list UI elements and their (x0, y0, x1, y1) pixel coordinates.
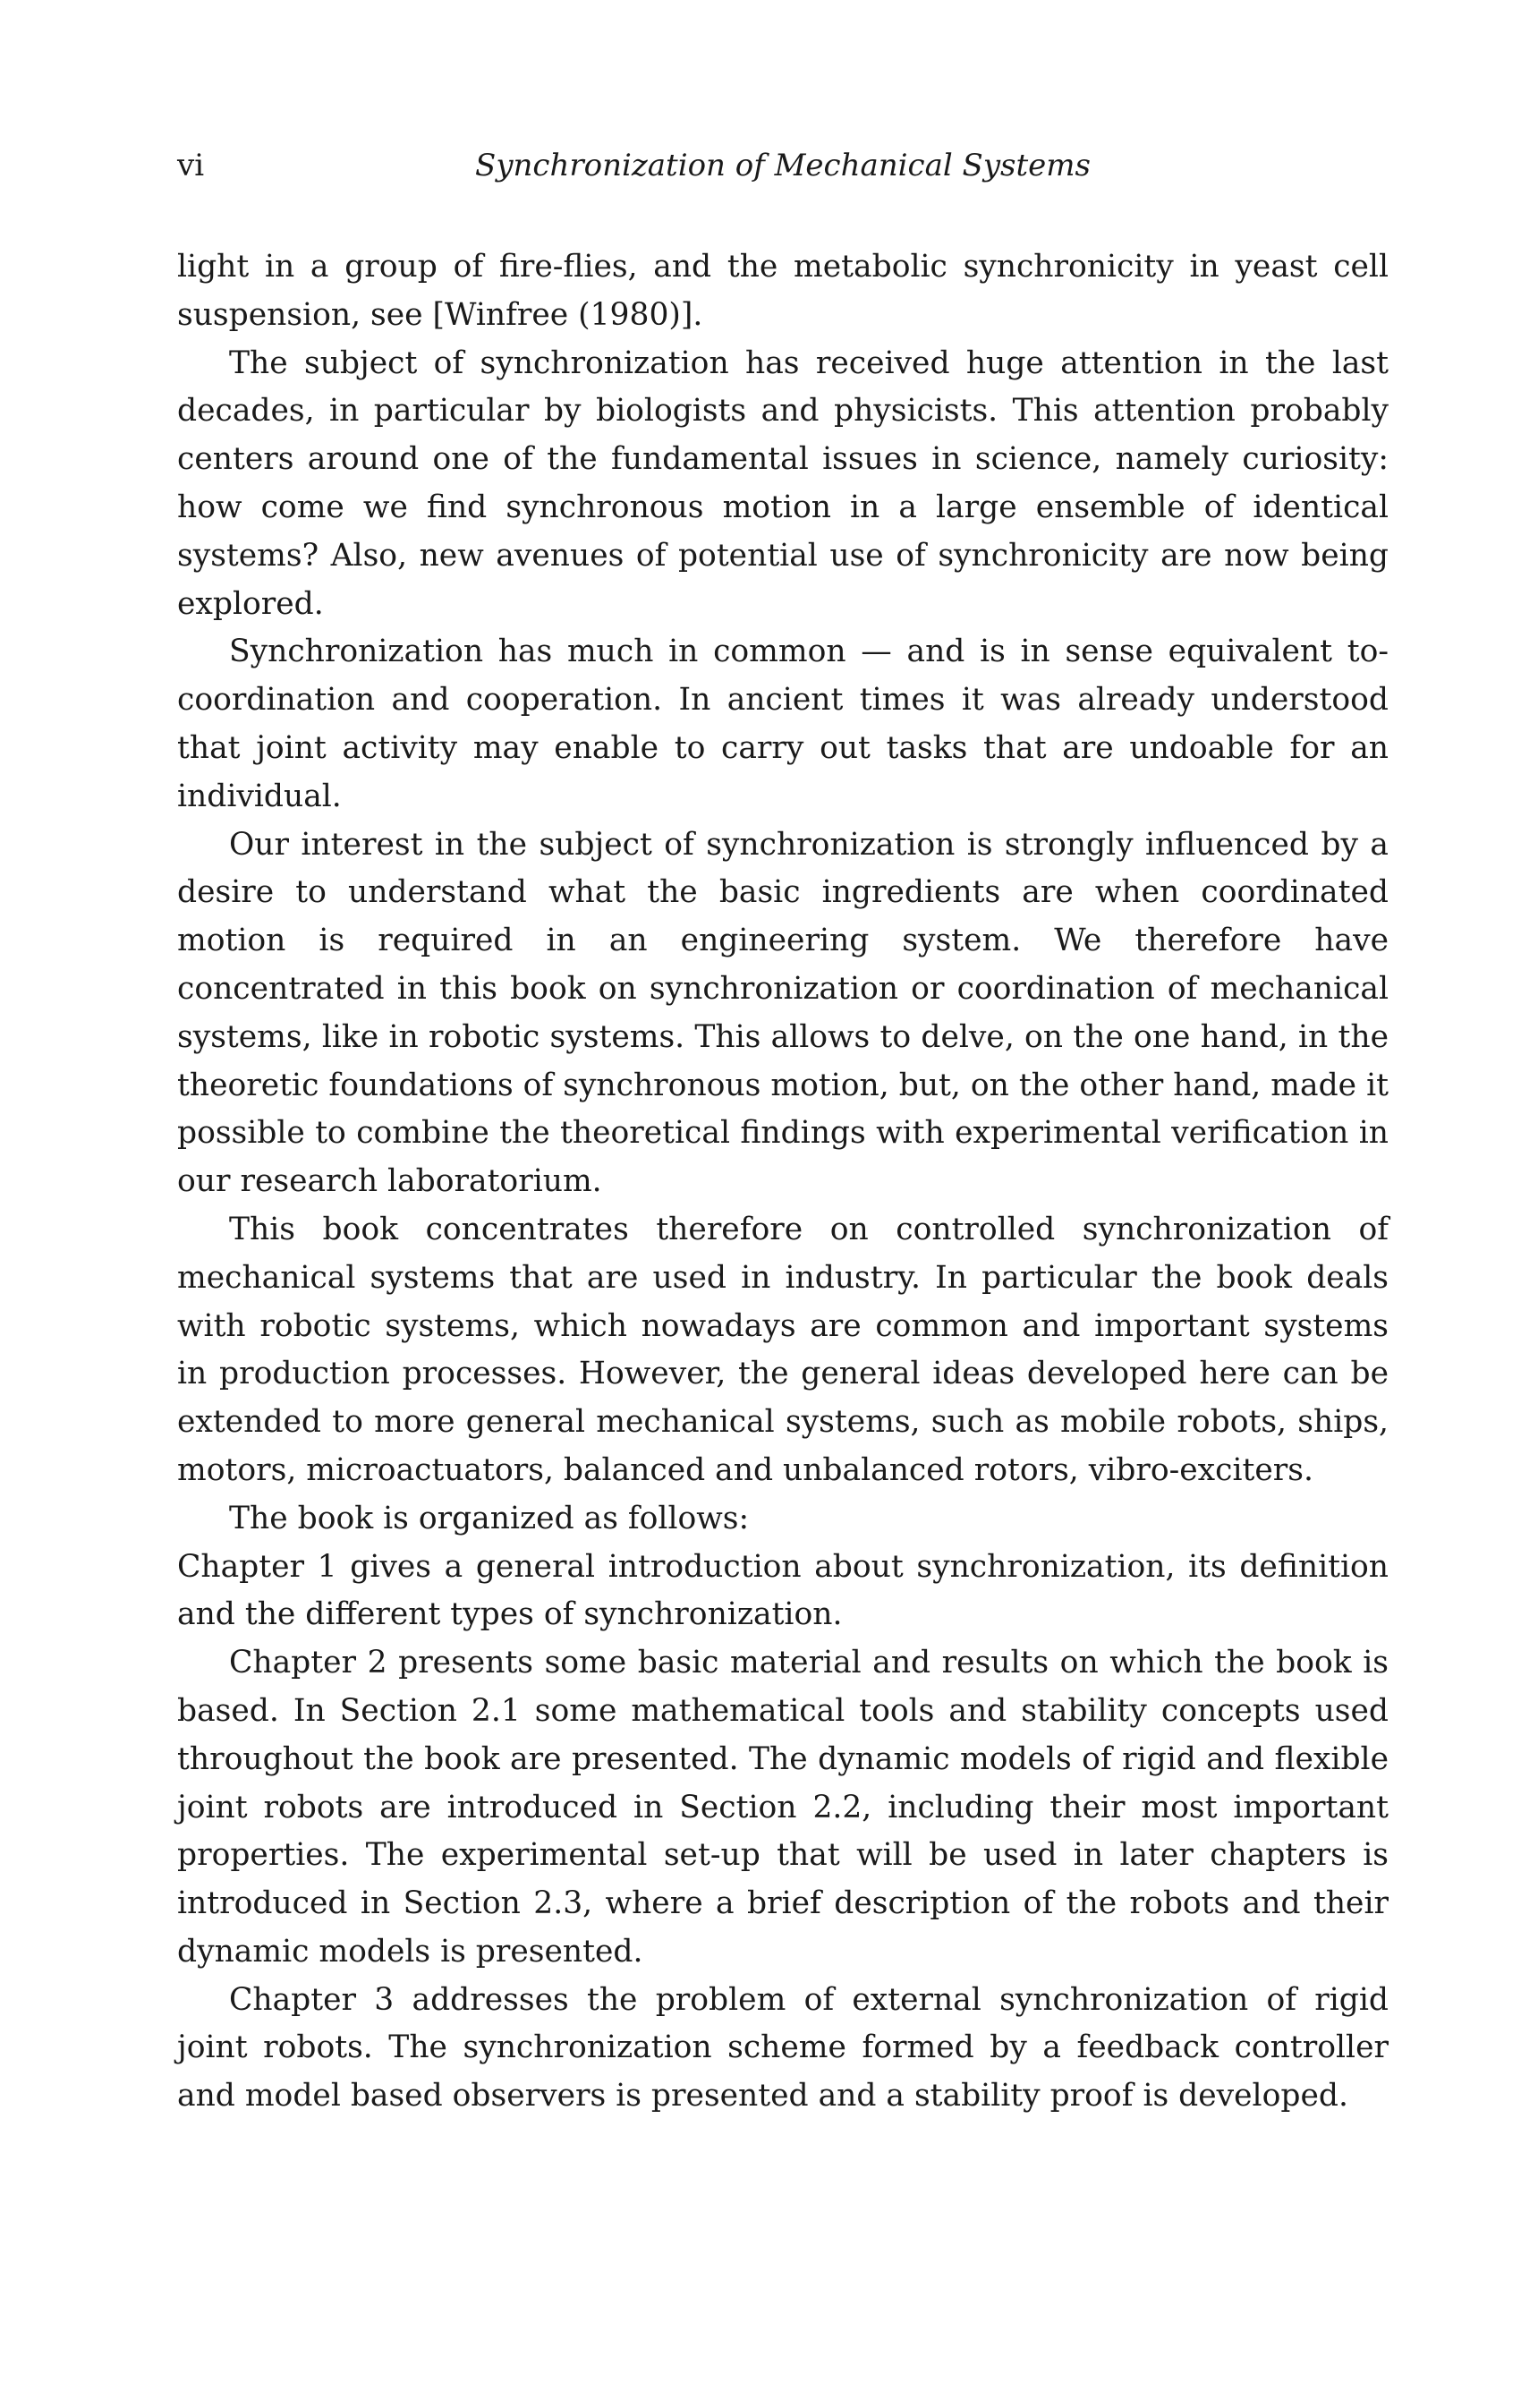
paragraph-subject-attention: The subject of synchronization has received huge attention in the last decades, in particular by biologists and physicists. This attention probably centers around one of the fundamental issues in science, namely curiosity: how come we find synchronous motion in a large ensemble of identical systems? Also, new avenues of potential use of synchronicity are now being explored. (177, 345, 1389, 622)
running-title: Synchronization of Mechanical Systems (475, 148, 1091, 183)
running-head (177, 143, 1389, 188)
paragraph-coordination: Synchronization has much in common — and is in sense equivalent to-coordination and cooperation. In ancient times it was already understood that joint activity may enable to carry out tasks that are undoable for an individual. (177, 634, 1389, 814)
paragraph-organization: The book is organized as follows: (229, 1500, 750, 1536)
body-text (177, 243, 1389, 2121)
paragraph-continuation: light in a group of fire-flies, and the metabolic synchronicity in yeast cell suspension, see [Winfree (1980)]. (177, 249, 1389, 333)
paragraph-chapter-2: Chapter 2 presents some basic material and results on which the book is based. In Section 2.1 some mathematical tools and stability concepts used throughout the book are presented. The dynamic models of rigid and flexible joint robots are introduced in Section 2.2, including their most important properties. The experimental set-up that will be used in later chapters is introduced in Section 2.3, where a brief description of the robots and their dynamic models is presented. (177, 1645, 1389, 1970)
page-number: vi (177, 148, 205, 183)
paragraph-chapter-1: Chapter 1 gives a general introduction about synchronization, its definition and the different types of synchronization. (177, 1548, 1389, 1633)
paragraph-book-concentrates: This book concentrates therefore on controlled synchronization of mechanical systems that are used in industry. In particular the book deals with robotic systems, which nowadays are common and important systems in production processes. However, the general ideas developed here can be extended to more general mechanical systems, such as mobile robots, ships, motors, microactuators, balanced and unbalanced rotors, vibro-exciters. (177, 1211, 1389, 1488)
paragraph-chapter-3: Chapter 3 addresses the problem of external synchronization of rigid joint robots. The synchronization scheme formed by a feedback controller and model based observers is presented and a stability proof is developed. (177, 1981, 1389, 2114)
paragraph-our-interest: Our interest in the subject of synchronization is strongly influenced by a desire to understand what the basic ingredients are when coordinated motion is required in an engineering system. We therefore have concentrated in this book on synchronization or coordination of mechanical systems, like in robotic systems. This allows to delve, on the one hand, in the theoretic foundations of synchronous motion, but, on the other hand, made it possible to combine the theoretical findings with experimental verification in our research laboratorium. (177, 826, 1389, 1200)
